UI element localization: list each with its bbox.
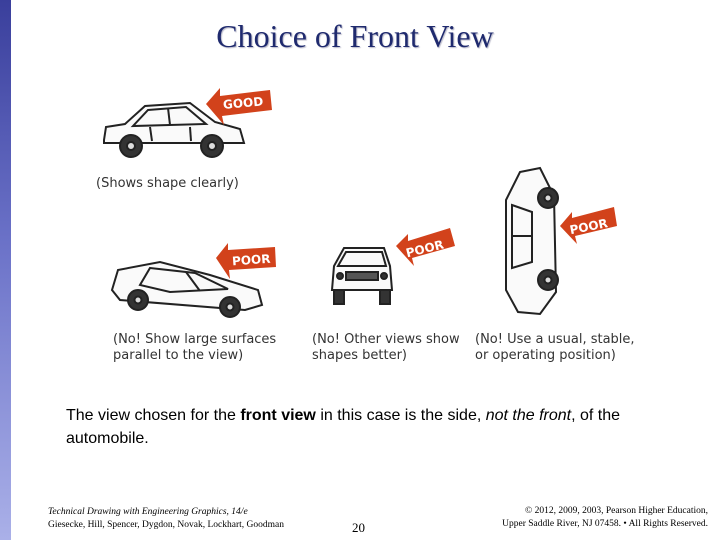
footer-copyright-line-1: © 2012, 2009, 2003, Pearson Higher Education, (525, 506, 708, 516)
footer-copyright (502, 505, 708, 531)
poor-arrow-icon-3 (560, 207, 617, 244)
body-text-bold: front view (240, 407, 316, 424)
poor-arrow-icon-2 (396, 228, 455, 266)
footer-book-title: Technical Drawing with Engineering Graphics, 14/e (48, 507, 248, 517)
car-vertical-view-poor (506, 168, 558, 314)
footer-citation (48, 506, 284, 532)
usual-position-caption: (No! Use a usual, stable, or operating position) (475, 332, 635, 363)
footer-authors: Giesecke, Hill, Spencer, Dygdon, Novak, Lockhart, Goodman (48, 520, 285, 530)
car-oblique-view-poor (112, 262, 262, 317)
car-front-view-poor (332, 248, 392, 304)
body-text-part-2: in this case is the side, (315, 407, 486, 424)
other-views-caption: (No! Other views show shapes better) (312, 332, 460, 363)
poor-label-2: POOR (404, 237, 446, 261)
footer-copyright-line-2: Upper Saddle River, NJ 07458. • All Rights Reserved. (502, 519, 708, 529)
page-number: 20 (352, 520, 365, 535)
poor-arrow-icon-1 (216, 243, 276, 279)
large-surfaces-caption: (No! Show large surfaces parallel to the view) (113, 332, 277, 363)
poor-label-1: POOR (231, 251, 271, 269)
body-text-part-1: The view chosen for the (66, 407, 241, 424)
body-text-part-3: , of the automobile. (66, 407, 621, 447)
poor-label-3: POOR (568, 216, 609, 238)
slide-title: Choice of Front View (216, 18, 494, 54)
body-text-italic: not the front (485, 407, 572, 424)
good-caption: (Shows shape clearly) (96, 176, 239, 191)
good-label: GOOD (222, 94, 264, 112)
body-paragraph (66, 404, 706, 450)
good-arrow-icon (206, 88, 272, 125)
